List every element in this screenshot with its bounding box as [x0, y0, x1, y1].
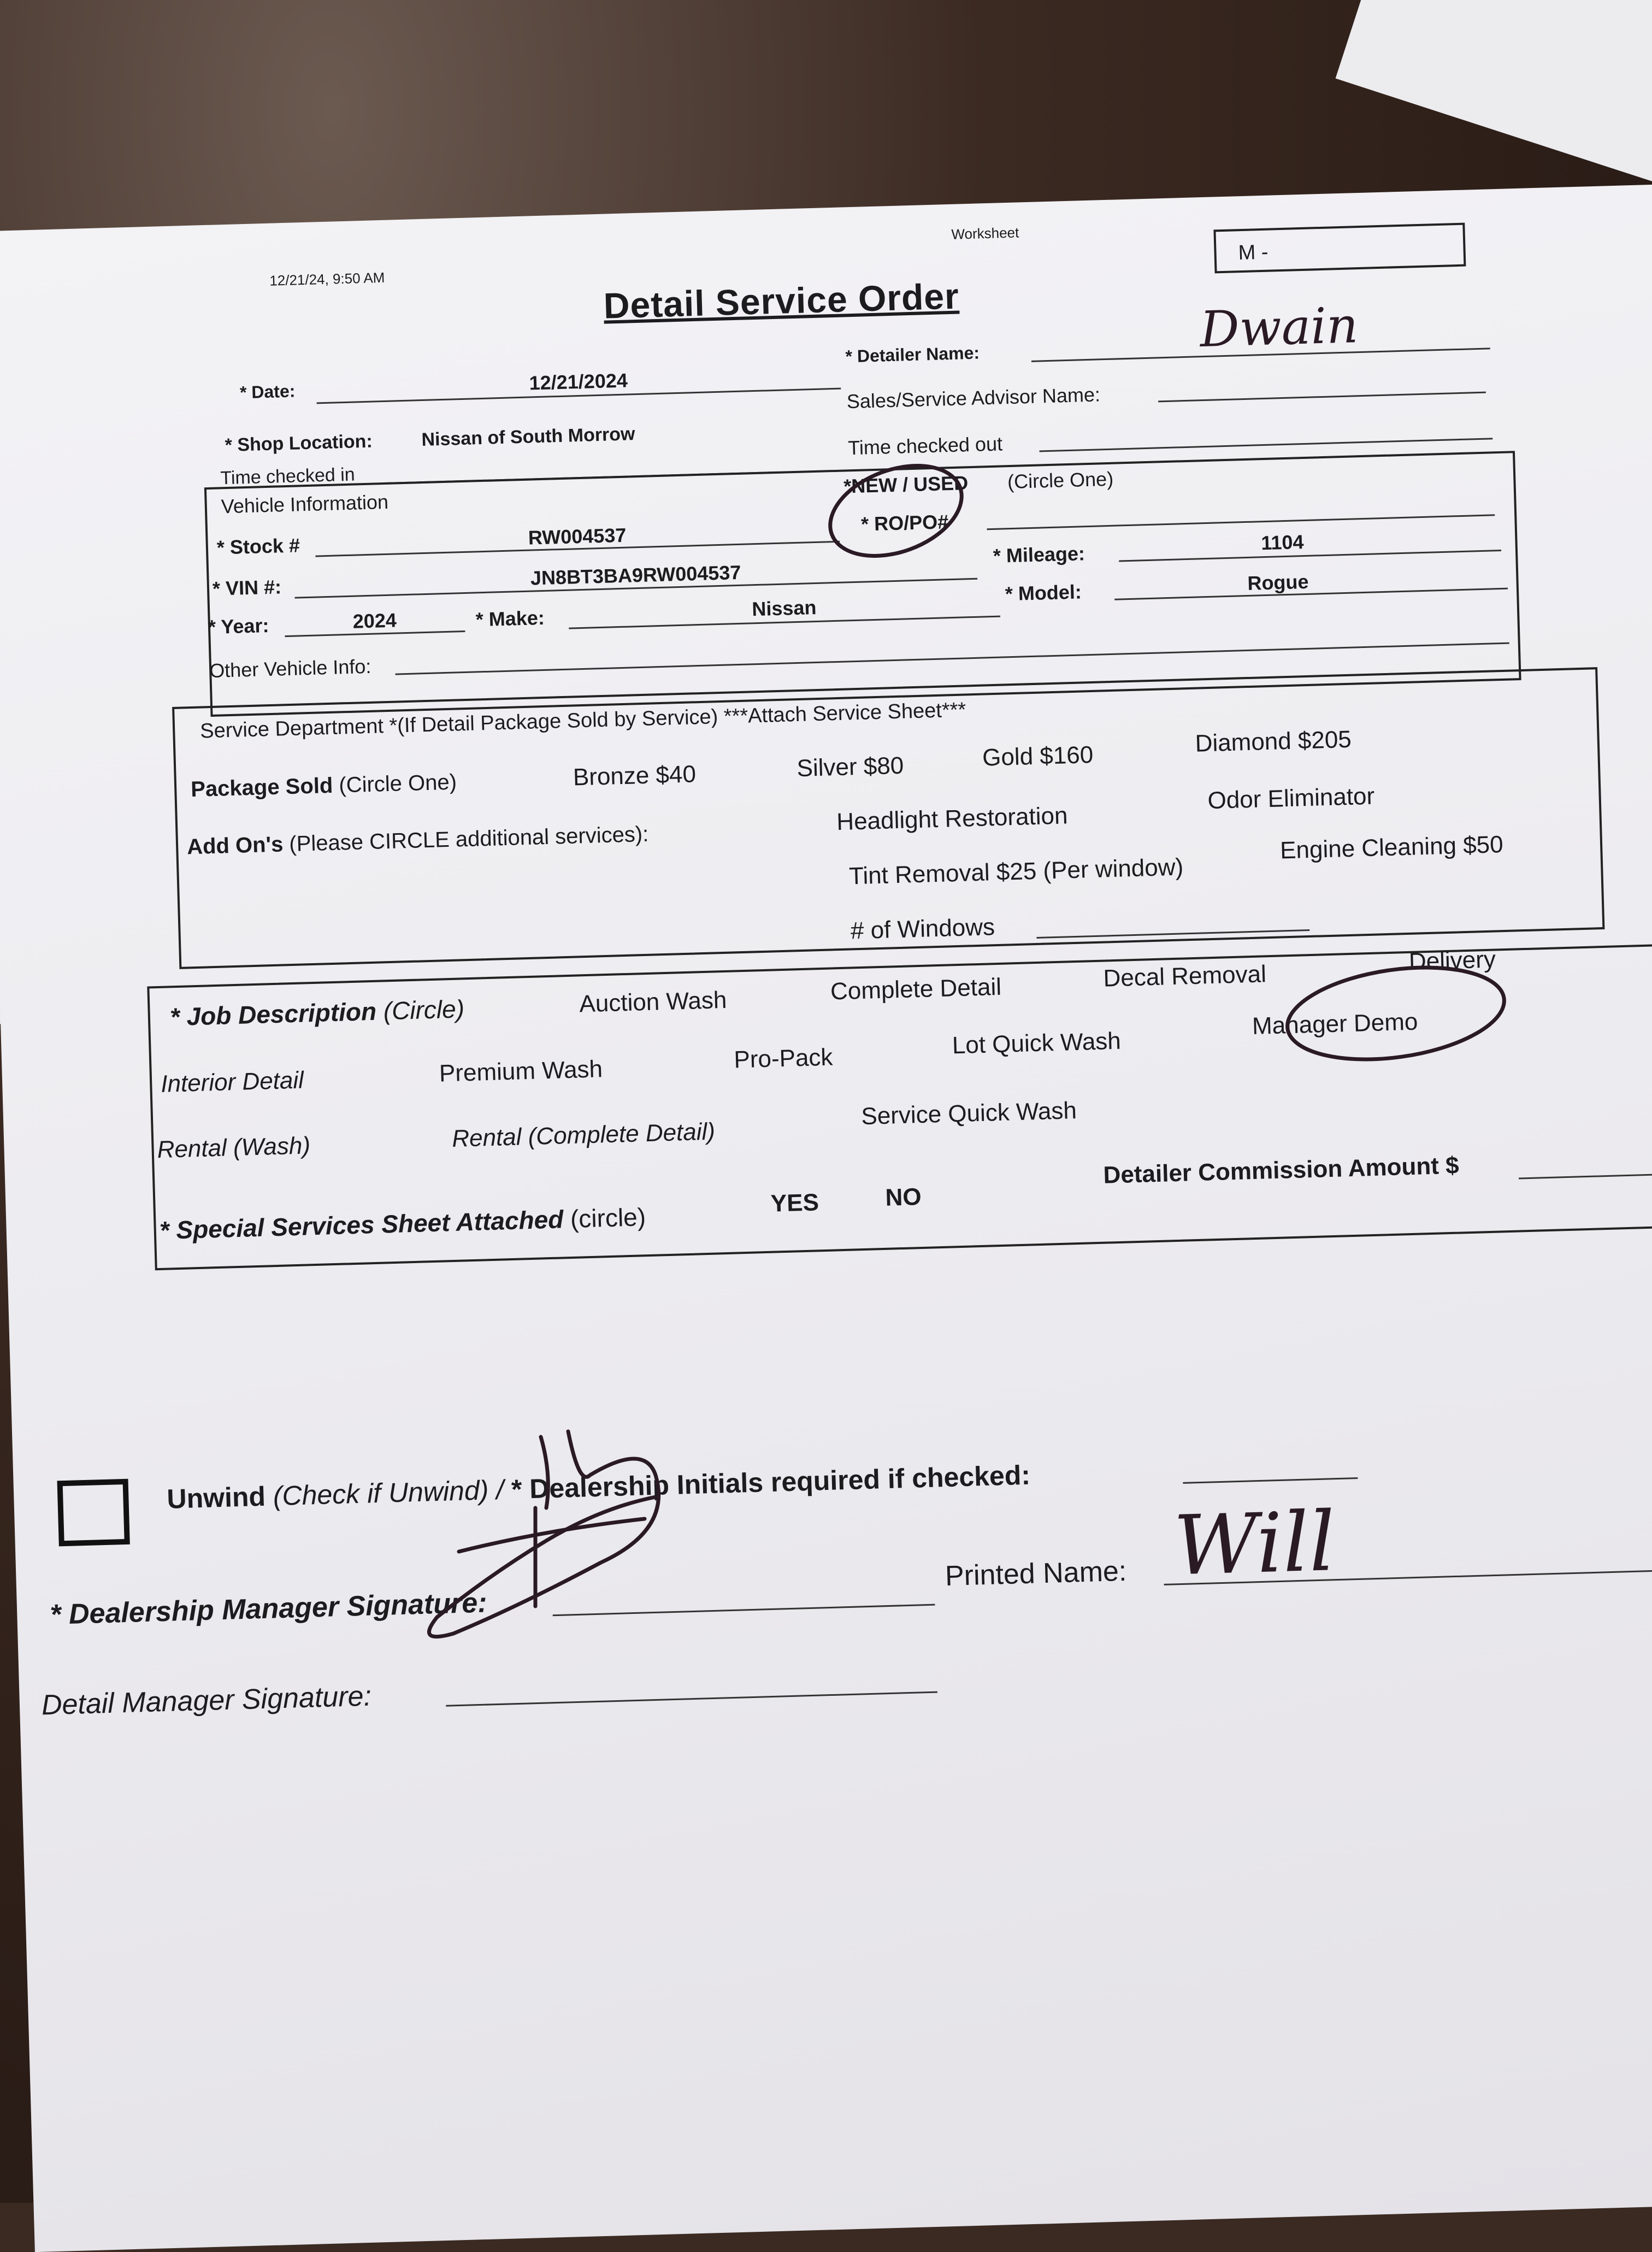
- addons-hint: (Please CIRCLE additional services):: [288, 822, 649, 857]
- special-no[interactable]: NO: [884, 1183, 922, 1211]
- job-hint: (Circle): [383, 994, 465, 1025]
- unwind-label: Unwind: [166, 1481, 266, 1514]
- time-out-label: Time checked out: [847, 432, 1003, 459]
- windows-label: # of Windows: [850, 913, 995, 945]
- manager-signature-label: * Dealership Manager Signature:: [49, 1587, 488, 1631]
- make-value[interactable]: Nissan: [751, 596, 817, 621]
- job-service-quick-wash[interactable]: Service Quick Wash: [860, 1097, 1077, 1130]
- detail-manager-label: Detail Manager Signature:: [41, 1680, 372, 1722]
- addons-label: Add On's: [186, 832, 284, 859]
- detailer-label: * Detailer Name:: [845, 343, 980, 367]
- job-interior-detail[interactable]: Interior Detail: [160, 1066, 304, 1098]
- form-title: Detail Service Order: [603, 275, 960, 326]
- job-label: * Job Description: [169, 997, 377, 1031]
- vin-value[interactable]: JN8BT3BA9RW004537: [530, 561, 741, 589]
- printed-name-value[interactable]: Will: [1172, 1494, 1337, 1594]
- package-diamond[interactable]: Diamond $205: [1194, 726, 1352, 757]
- special-label: * Special Services Sheet Attached: [159, 1205, 564, 1245]
- job-lot-quick-wash[interactable]: Lot Quick Wash: [952, 1027, 1122, 1059]
- addon-tint[interactable]: Tint Removal $25 (Per window): [848, 853, 1184, 890]
- package-silver[interactable]: Silver $80: [796, 752, 904, 782]
- mileage-value[interactable]: 1104: [1260, 530, 1305, 555]
- shop-label: * Shop Location:: [225, 431, 373, 456]
- mileage-label: * Mileage:: [993, 542, 1085, 567]
- job-manager-demo[interactable]: Manager Demo: [1252, 1008, 1418, 1040]
- job-premium-wash[interactable]: Premium Wash: [439, 1056, 603, 1087]
- worksheet-label: Worksheet: [951, 224, 1019, 243]
- year-label: * Year:: [208, 614, 269, 639]
- vehicle-section-label: Vehicle Information: [221, 490, 389, 518]
- unwind-required: * Dealership Initials required if checked:: [511, 1459, 1031, 1505]
- addon-headlight[interactable]: Headlight Restoration: [836, 802, 1069, 836]
- manager-signature-mark: [429, 1431, 658, 1637]
- job-pro-pack[interactable]: Pro-Pack: [733, 1044, 834, 1074]
- job-delivery[interactable]: Delivery: [1408, 946, 1496, 975]
- other-info-label: Other Vehicle Info:: [209, 655, 371, 682]
- delivery-circle-mark: [1282, 955, 1510, 1072]
- package-gold[interactable]: Gold $160: [982, 741, 1094, 771]
- commission-label: Detailer Commission Amount $: [1102, 1152, 1460, 1189]
- new-used-hint: (Circle One): [1007, 467, 1114, 493]
- detailer-value[interactable]: Dwain: [1199, 297, 1359, 359]
- job-rental-wash[interactable]: Rental (Wash): [156, 1132, 311, 1164]
- year-value[interactable]: 2024: [352, 609, 397, 633]
- time-in-label: Time checked in: [220, 464, 356, 489]
- new-used-label[interactable]: *NEW / USED: [843, 471, 969, 498]
- model-label: * Model:: [1005, 580, 1082, 605]
- ro-po-label: * RO/PO#: [860, 510, 949, 535]
- date-value[interactable]: 12/21/2024: [529, 369, 628, 394]
- special-hint: (circle): [570, 1202, 646, 1234]
- job-rental-complete[interactable]: Rental (Complete Detail): [451, 1118, 716, 1152]
- job-complete-detail[interactable]: Complete Detail: [830, 973, 1002, 1005]
- printed-name-label: Printed Name:: [945, 1555, 1128, 1593]
- model-value[interactable]: Rogue: [1247, 570, 1309, 594]
- stock-value[interactable]: RW004537: [528, 523, 627, 549]
- service-heading: Service Department *(If Detail Package Sold by Service) ***Attach Service Sheet***: [199, 698, 966, 743]
- special-yes[interactable]: YES: [770, 1189, 819, 1217]
- vin-label: * VIN #:: [212, 575, 282, 600]
- stock-label: * Stock #: [216, 534, 300, 559]
- job-auction-wash[interactable]: Auction Wash: [579, 986, 727, 1018]
- job-decal-removal[interactable]: Decal Removal: [1102, 960, 1267, 992]
- addon-odor[interactable]: Odor Eliminator: [1207, 782, 1375, 815]
- addon-engine[interactable]: Engine Cleaning $50: [1279, 831, 1504, 864]
- advisor-label: Sales/Service Advisor Name:: [846, 383, 1101, 413]
- package-hint: (Circle One): [338, 770, 457, 798]
- package-label: Package Sold: [190, 773, 333, 802]
- print-timestamp: 12/21/24, 9:50 AM: [269, 269, 385, 289]
- package-bronze[interactable]: Bronze $40: [573, 761, 697, 791]
- date-label: * Date:: [239, 381, 296, 403]
- shop-value[interactable]: Nissan of South Morrow: [421, 423, 635, 451]
- unwind-hint: (Check if Unwind) /: [273, 1474, 504, 1512]
- make-label: * Make:: [475, 606, 545, 631]
- new-circle-mark: [818, 449, 974, 573]
- order-number-box[interactable]: M -: [1213, 223, 1466, 274]
